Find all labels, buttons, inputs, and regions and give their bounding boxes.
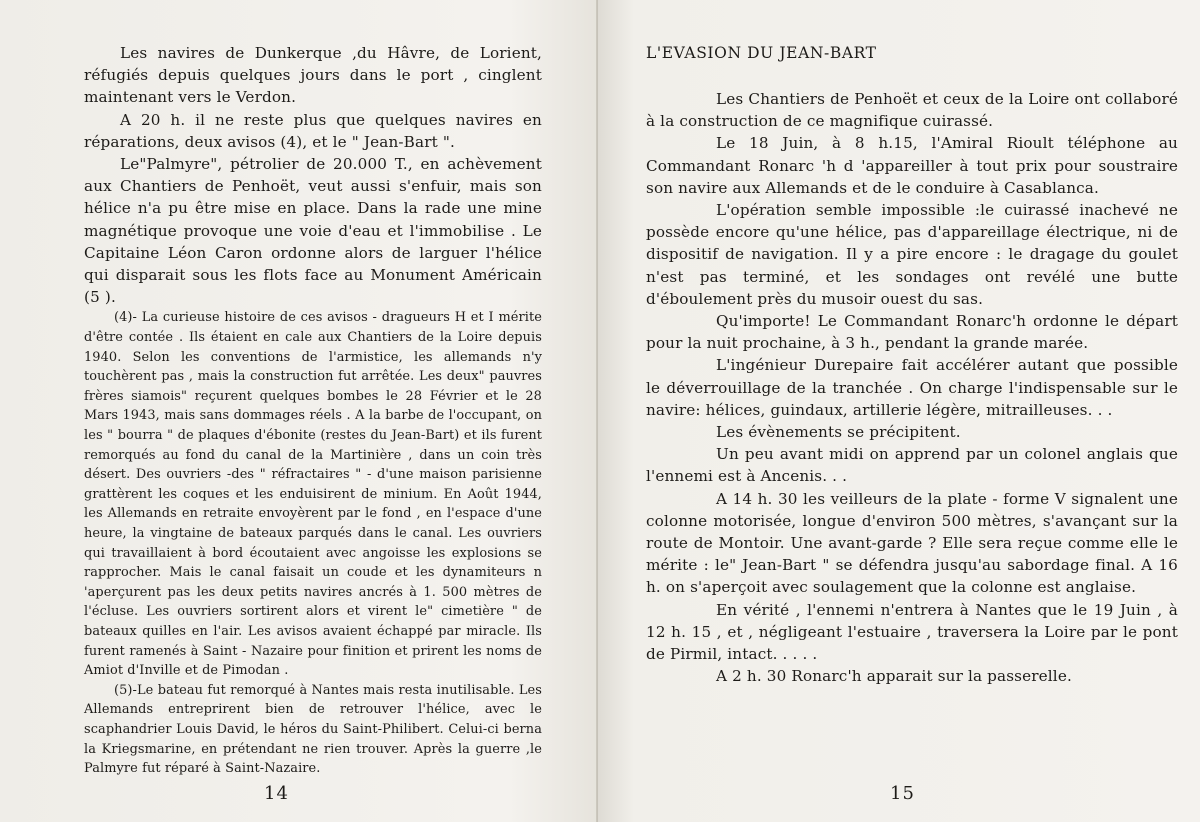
right-page	[598, 0, 1200, 822]
footnote-5: (5)-Le bateau fut remorqué à Nantes mais resta inutilisable. Les Allemands entreprirent bien de retrouver l'hélice, avec le scaphandrier Louis David, le héros du Saint-Philibert. Celui-ci berna la Kriegsmarine, en prétendant ne rien trouver. Après la guerre ,le Palmyre fut réparé à Saint-Nazaire.	[84, 682, 542, 777]
left-paragraph-1: Les navires de Dunkerque ,du Hâvre, de Lorient, réfugiés depuis quelques jours dans le port , cinglent maintenant vers le Verdon.	[84, 44, 542, 107]
footnote-4: (4)- La curieuse histoire de ces avisos - dragueurs H et I mérite d'être contée . Ils étaient en cale aux Chantiers de la Loire depuis 1940. Selon les conventions de l'armistice, les allemands n'y touchèrent pas , mais la construction fut arrêtée. Les deux" pauvres frères siamois" reçurent quelques bombes le 28 Février et le 28 Mars 1943, mais sans dommages réels . A la barbe de l'occupant, on les " bourra " de plaques d'ébonite (restes du Jean-Bart) et ils furent remorqués au fond du canal de la Martinière , dans un coin très désert. Des ouvriers -des " réfractaires " - d'une maison parisienne grattèrent les coques et les enduisirent de minium. En Août 1944, les Allemands en retraite envoyèrent par le fond , en l'espace d'une heure, la vingtaine de bateaux parqués dans le canal. Les ouvriers qui travaillaient à bord écoutaient avec angoisse les explosions se rapprocher. Mais le canal faisait un coude et les dynamiteurs n 'aperçurent pas les deux petits navires ancrés à 1. 500 mètres de l'écluse. Les ouvriers sortirent alors et virent le" cimetière " de bateaux quilles en l'air. Les avisos avaient échappé par miracle. Ils furent ramenés à Saint - Nazaire pour finition et prirent les noms de Amiot d'Inville et de Pimodan .	[84, 310, 542, 679]
right-paragraph-6: Les évènements se précipitent.	[716, 423, 961, 442]
right-paragraph-7: Un peu avant midi on apprend par un colonel anglais que l'ennemi est à Ancenis. . .	[646, 445, 1178, 486]
left-paragraph-3: Le"Palmyre", pétrolier de 20.000 T., en achèvement aux Chantiers de Penhoët, veut aussi s'enfuir, mais son hélice n'a pu être mise en place. Dans la rade une mine magnétique provoque une voie d'eau et l'immobilise . Le Capitaine Léon Caron ordonne alors de larguer l'hélice qui disparait sous les flots face au Monument Américain (5 ).	[84, 155, 542, 307]
left-page	[0, 0, 598, 822]
right-paragraph-2: Le 18 Juin, à 8 h.15, l'Amiral Rioult téléphone au Commandant Ronarc 'h d 'appareiller à tout prix pour soustraire son navire aux Allemands et de le conduire à Casablanca.	[646, 134, 1178, 197]
page-number-left: 14	[264, 783, 289, 804]
right-paragraph-4: Qu'importe! Le Commandant Ronarc'h ordonne le départ pour la nuit prochaine, à 3 h., pendant la grande marée.	[646, 312, 1178, 353]
right-paragraph-9: En vérité , l'ennemi n'entrera à Nantes que le 19 Juin , à 12 h. 15 , et , négligeant l'estuaire , traversera la Loire par le pont de Pirmil, intact. . . . .	[646, 600, 1178, 664]
right-paragraph-8: A 14 h. 30 les veilleurs de la plate - forme V signalent une colonne motorisée, longue d'environ 500 mètres, s'avançant sur la route de Montoir. Une avant-garde ? Elle sera reçue comme elle le mérite : le" Jean-Bart " se défendra jusqu'au sabordage final. A 16 h. on s'aperçoit avec soulagement que la colonne est anglaise.	[646, 489, 1178, 597]
page-number-right: 15	[890, 783, 915, 804]
right-paragraph-5: L'ingénieur Durepaire fait accélérer autant que possible le déverrouillage de la tranchée . On charge l'indispensable sur le navire: hélices, guindaux, artillerie légère, mitrailleuses. . .	[646, 356, 1178, 419]
chapter-heading: L'EVASION DU JEAN-BART	[646, 44, 877, 62]
right-paragraph-3: L'opération semble impossible :le cuirassé inachevé ne possède encore qu'une hélice, pas d'appareillage électrique, ni de dispositif de navigation. Il y a pire encore : le dragage du goulet n'est pas terminé, et les sondages ont revélé une butte d'éboulement près du musoir ouest du sas.	[646, 201, 1178, 308]
right-paragraph-10: A 2 h. 30 Ronarc'h apparait sur la passerelle.	[716, 667, 1072, 686]
left-paragraph-2: A 20 h. il ne reste plus que quelques navires en réparations, deux avisos (4), et le " Jean-Bart ".	[84, 110, 542, 151]
right-paragraph-1: Les Chantiers de Penhoët et ceux de la Loire ont collaboré à la construction de ce magnifique cuirassé.	[646, 90, 1178, 131]
